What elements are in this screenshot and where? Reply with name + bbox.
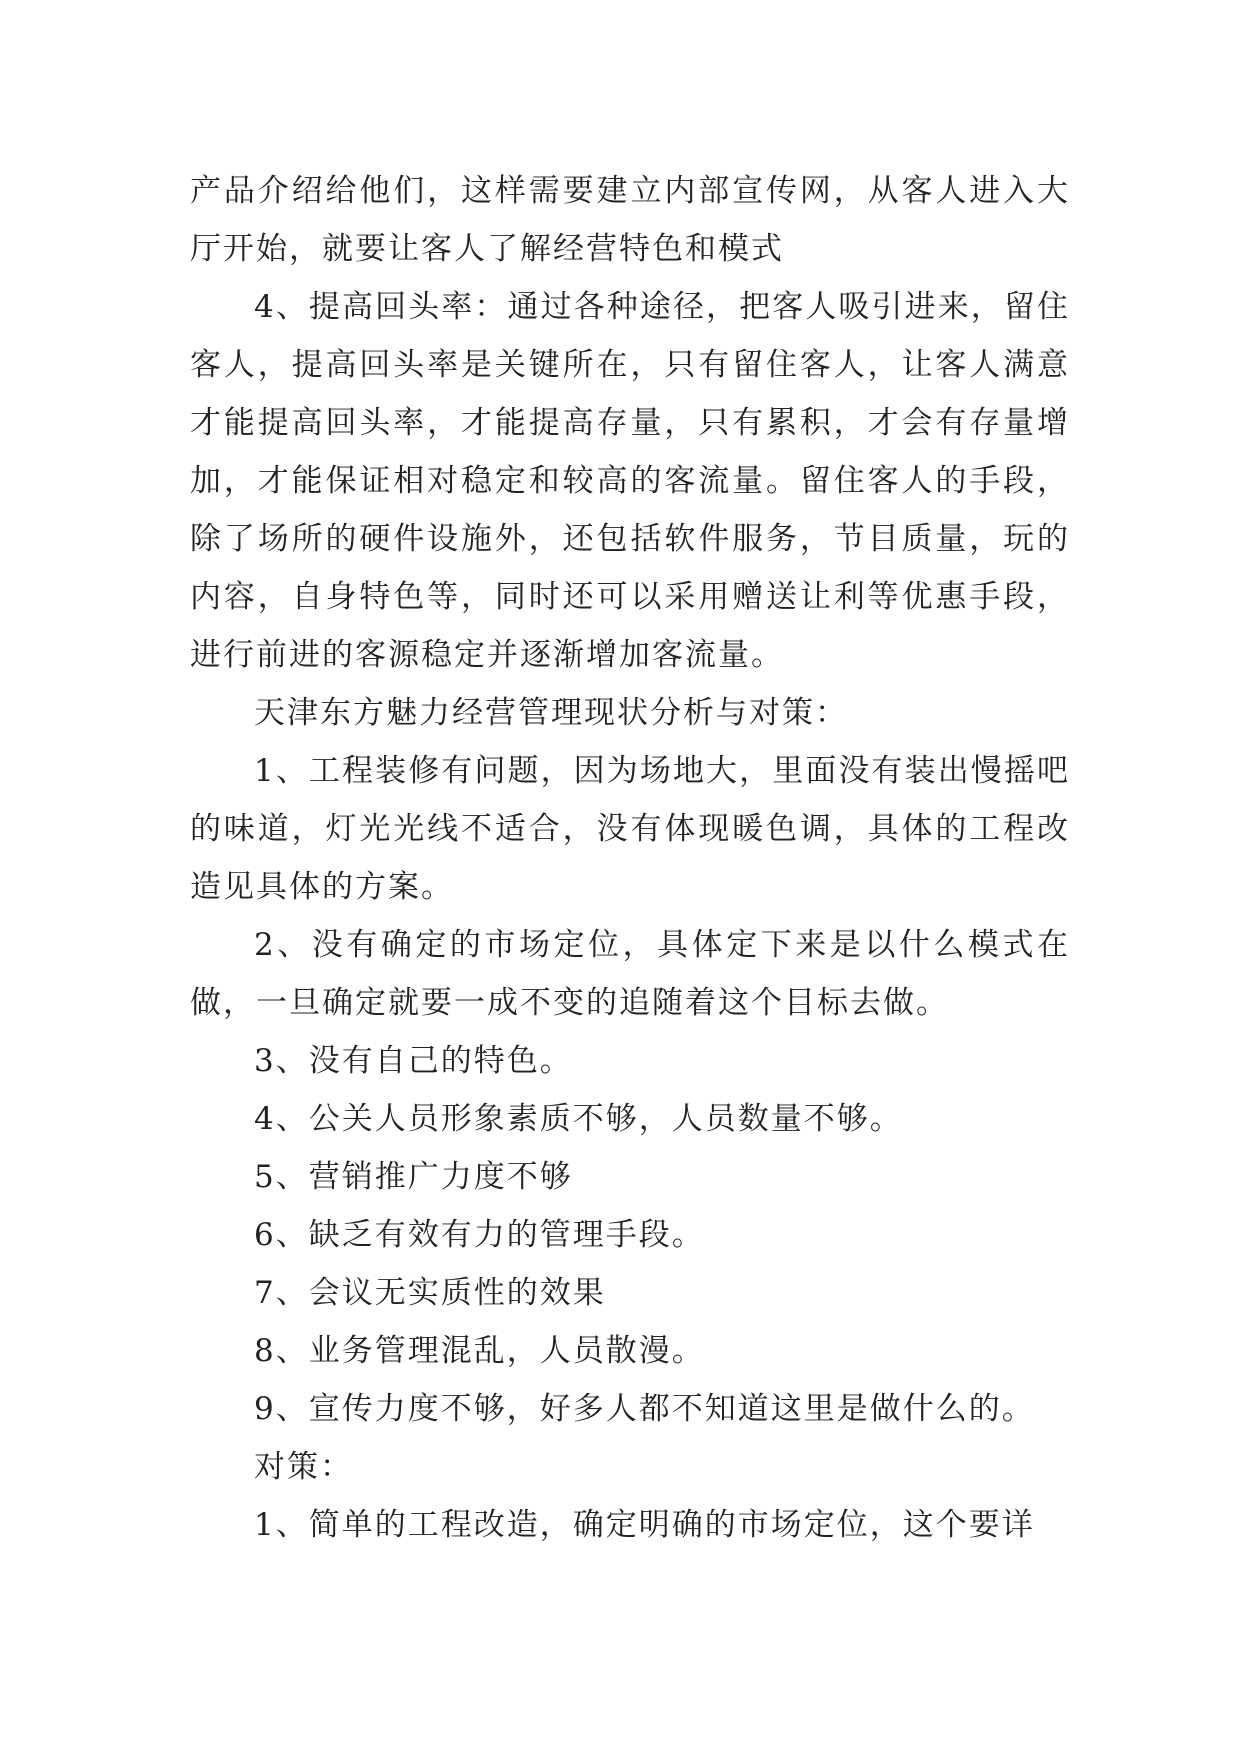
list-item-problem-2: 2、没有确定的市场定位，具体定下来是以什么模式在做，一旦确定就要一成不变的追随着这个目标去做。 bbox=[190, 927, 1070, 1021]
section-heading-countermeasures: 对策： bbox=[254, 1449, 353, 1485]
list-item-problem-4: 4、公关人员形象素质不够，人员数量不够。 bbox=[254, 1101, 903, 1137]
paragraph-product-intro: 产品介绍给他们，这样需要建立内部宣传网，从客人进入大厅开始，就要让客人了解经营特色和模式 bbox=[190, 173, 1070, 267]
document-body bbox=[190, 162, 1070, 1554]
list-item-countermeasure-1: 1、简单的工程改造，确定明确的市场定位，这个要详 bbox=[254, 1507, 1035, 1543]
list-item-problem-6: 6、缺乏有效有力的管理手段。 bbox=[254, 1217, 705, 1253]
section-heading-analysis: 天津东方魅力经营管理现状分析与对策： bbox=[254, 695, 848, 731]
list-item-problem-8: 8、业务管理混乱，人员散漫。 bbox=[254, 1333, 705, 1369]
list-item-problem-3: 3、没有自己的特色。 bbox=[254, 1043, 573, 1079]
list-item-problem-7: 7、会议无实质性的效果 bbox=[254, 1275, 606, 1311]
list-item-problem-1: 1、工程装修有问题，因为场地大，里面没有装出慢摇吧的味道，灯光光线不适合，没有体现暖色调，具体的工程改造见具体的方案。 bbox=[190, 753, 1070, 905]
paragraph-return-rate: 4、提高回头率：通过各种途径，把客人吸引进来，留住客人，提高回头率是关键所在，只有留住客人，让客人满意才能提高回头率，才能提高存量，只有累积，才会有存量增加，才能保证相对稳定和较高的客流量。留住客人的手段，除了场所的硬件设施外，还包括软件服务，节目质量，玩的内容，自身特色等，同时还可以采用赠送让利等优惠手段，进行前进的客源稳定并逐渐增加客流量。 bbox=[190, 289, 1070, 673]
list-item-problem-9: 9、宣传力度不够，好多人都不知道这里是做什么的。 bbox=[254, 1391, 1035, 1427]
list-item-problem-5: 5、营销推广力度不够 bbox=[254, 1159, 573, 1195]
